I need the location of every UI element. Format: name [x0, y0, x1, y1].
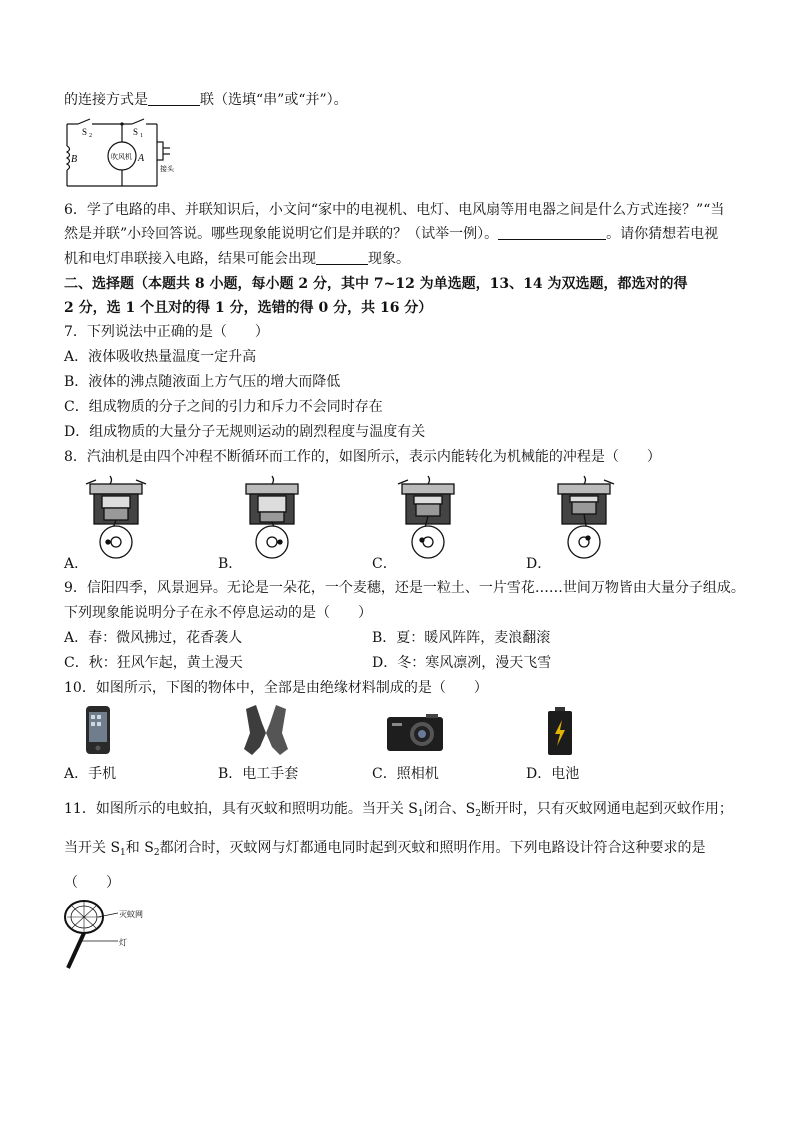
- q9-option-b[interactable]: B．夏：暖风阵阵，麦浪翻滚: [372, 630, 551, 646]
- camera-image: [386, 714, 444, 752]
- q11-text-2a: 当开关 S: [64, 840, 121, 856]
- q6-answer-blank-2[interactable]: [316, 250, 368, 265]
- q7-option-c[interactable]: C．组成物质的分子之间的引力和斥力不会同时存在: [64, 399, 383, 415]
- q6-text-2b: 。请你猜想若电视: [606, 226, 719, 242]
- q11-text-2b: 和 S: [125, 840, 154, 856]
- q8-option-a[interactable]: A．: [64, 556, 89, 572]
- q8-option-c[interactable]: C．: [372, 556, 397, 572]
- q5-text-after: 联（选填“串”或“并”）。: [200, 92, 348, 108]
- switch-s1-subscript: 1: [140, 133, 143, 139]
- q7-stem: 7．下列说法中正确的是（ ）: [64, 324, 269, 340]
- plug-label: 接头: [160, 165, 174, 173]
- battery-image: [546, 706, 574, 756]
- q9-line-1: 9．信阳四季，风景迥异。无论是一朵花，一个麦穗，还是一粒土、一片雪花……世间万物皆由大量分子组成。: [64, 580, 745, 596]
- swatter-net-label: 灭蚊网: [119, 910, 143, 919]
- switch-s1-label: S: [133, 127, 139, 137]
- q9-option-d[interactable]: D．冬：寒风凛冽，漫天飞雪: [372, 655, 552, 671]
- engine-stroke-b-image: [236, 474, 308, 564]
- s2-subscript: 2: [475, 809, 481, 819]
- q6-text-3b: 现象。: [368, 251, 410, 267]
- q7-option-a[interactable]: A．液体吸收热量温度一定升高: [64, 349, 257, 365]
- q9-option-a[interactable]: A．春：微风拂过，花香袭人: [64, 630, 243, 646]
- q11-text-1b: 闭合、S: [423, 801, 476, 817]
- q10-option-c[interactable]: C．照相机: [372, 766, 439, 782]
- q11-text-1c: 断开时，只有灭蚊网通电起到灭蚊作用；: [480, 801, 733, 817]
- q6-text-3a: 机和电灯串联接入电路，结果可能会出现: [64, 251, 316, 267]
- s1-subscript: 1: [120, 848, 126, 858]
- q10-stem: 10．如图所示，下图的物体中，全部是由绝缘材料制成的是（ ）: [64, 680, 488, 696]
- swatter-lamp-label: 灯: [119, 938, 127, 947]
- q6-line-3: [64, 249, 410, 269]
- motor-label: 吹风机: [111, 153, 132, 161]
- section-2-heading-line-1: 二、选择题（本题共 8 小题，每小题 2 分，其中 7~12 为单选题，13、14 为双选题，都选对的得: [64, 276, 688, 292]
- engine-stroke-c-image: [392, 474, 464, 564]
- switch-s2-label: S: [82, 127, 88, 137]
- q5-answer-blank[interactable]: [148, 91, 200, 106]
- q11-text-1a: 11．如图所示的电蚊拍，具有灭蚊和照明功能。当开关 S: [64, 801, 418, 817]
- q11-text-2c: 都闭合时，灭蚊网与灯都通电同时起到灭蚊和照明作用。下列电路设计符合这种要求的是: [159, 840, 706, 856]
- q10-option-b[interactable]: B．电工手套: [218, 766, 299, 782]
- q6-text-2a: 然是并联”小玲回答说。哪些现象能说明它们是并联的？（试举一例）。: [64, 226, 499, 242]
- q11-answer-paren[interactable]: （ ）: [64, 875, 120, 891]
- q10-option-a[interactable]: A．手机: [64, 766, 117, 782]
- q9-line-2: 下列现象能说明分子在永不停息运动的是（ ）: [64, 605, 372, 621]
- engine-stroke-a-image: [80, 474, 152, 564]
- hair-dryer-circuit-diagram: [62, 118, 188, 190]
- engine-stroke-d-image: [548, 474, 620, 564]
- s2-subscript: 2: [153, 848, 160, 858]
- q6-answer-blank-1[interactable]: [498, 225, 606, 240]
- q10-option-d[interactable]: D．电池: [526, 766, 580, 782]
- q9-option-c[interactable]: C．秋：狂风乍起，黄土漫天: [64, 655, 243, 671]
- q11-line-2: [64, 838, 706, 863]
- q8-option-b[interactable]: B．: [218, 556, 243, 572]
- q5-text-before: 的连接方式是: [64, 92, 148, 108]
- q6-line-2: [64, 224, 718, 244]
- s1-subscript: 1: [417, 809, 424, 819]
- q8-stem: 8．汽油机是由四个冲程不断循环而工作的，如图所示，表示内能转化为机械能的冲程是（ ）: [64, 449, 661, 465]
- switch-s2-subscript: 2: [89, 133, 92, 139]
- q5-tail: [64, 90, 348, 110]
- q7-option-d[interactable]: D．组成物质的大量分子无规则运动的剧烈程度与温度有关: [64, 424, 426, 440]
- mosquito-swatter-image: [62, 898, 172, 972]
- section-2-heading-line-2: 2 分，选 1 个且对的得 1 分，选错的得 0 分，共 16 分）: [64, 300, 433, 316]
- q7-option-b[interactable]: B．液体的沸点随液面上方气压的增大而降低: [64, 374, 341, 390]
- rubber-gloves-image: [240, 703, 292, 757]
- mobile-phone-image: [84, 705, 112, 755]
- point-a-label: A: [138, 153, 145, 164]
- q11-line-1: [64, 799, 733, 824]
- q6-line-1: 6．学了电路的串、并联知识后，小文问“家中的电视机、电灯、电风扇等用电器之间是什么方式连接？”“当: [64, 202, 725, 218]
- point-b-label: B: [71, 154, 78, 165]
- q8-option-d[interactable]: D．: [526, 556, 552, 572]
